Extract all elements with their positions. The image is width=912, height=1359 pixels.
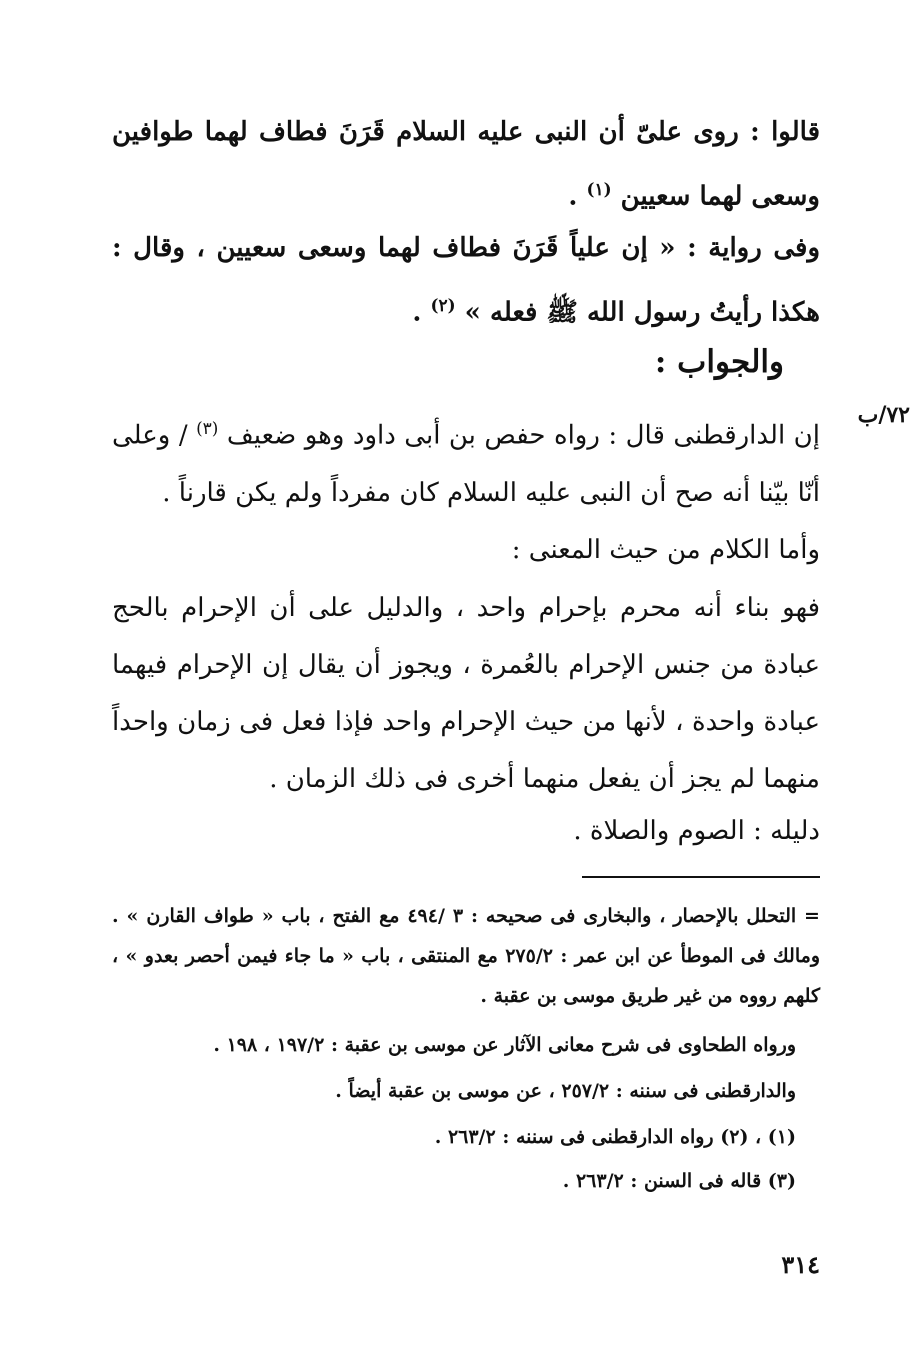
paragraph-end: . [568, 181, 578, 212]
paragraph-answer [112, 400, 820, 522]
footnote-continuation: = التحلل بالإحصار ، والبخارى فى صحيحه : ٣ /٤٩٤ مع الفتح ، باب « طواف القارن » . ومالك فى الموطأ عن ابن عمر : ٢٧٥/٢ مع المنتقى ، باب « ما جاء فيمن أحصر بعدو » ، كلهم رووه من غير طريق موسى بن عقبة . [112, 905, 820, 1007]
footnote-line: ورواه الطحاوى فى شرح معانى الآثار عن موسى بن عقبة : ١٩٧/٢ ، ١٩٨ . [213, 1034, 796, 1056]
footnote-line: (١) ، (٢) رواه الدارقطنى فى سننه : ٢٦٣/٢ . [434, 1126, 796, 1148]
paragraph-explanation: فهو بناء أنه محرم بإحرام واحد ، والدليل على أن الإحرام بالحج عبادة من جنس الإحرام بالعُمرة ، ويجوز أن يقال إن الإحرام فيهما عبادة واحدة ، لأنها من حيث الإحرام واحد فإذا فعل فى زمان واحداً منهما لم يجز أن يفعل منهما أخرى فى ذلك الزمان . [112, 593, 820, 794]
footnote-ref-1: (١) [586, 179, 612, 199]
section-heading: والجواب : [654, 344, 784, 380]
paragraph-evidence: دليله : الصوم والصلاة . [573, 816, 820, 846]
paragraph-text: وفى رواية : « إن علياً قَرَنَ فطاف لهما وسعى سعيين ، وقال : هكذا رأيتُ رسول الله ﷺ فعله » [112, 233, 820, 328]
footnote-line: (٣) قاله فى السنن : ٢٦٣/٢ . [562, 1170, 796, 1192]
paragraph-end: . [412, 297, 422, 328]
paragraph-text: قالوا : روى علىّ أن النبى عليه السلام قَرَنَ فطاف لهما طوافين وسعى لهما سعيين [112, 117, 820, 212]
paragraph-text: إن الدارقطنى قال : رواه حفص بن أبى داود وهو ضعيف [226, 420, 820, 451]
paragraph-meaning: وأما الكلام من حيث المعنى : [511, 535, 820, 565]
page-number: ٣١٤ [781, 1250, 820, 1279]
paragraph-riwaya [112, 220, 820, 342]
paragraph-narration [112, 104, 820, 226]
margin-folio-note: ٧٢/ب [857, 402, 910, 428]
footnote-ref-2: (٢) [430, 295, 456, 315]
footnote-separator [582, 876, 820, 878]
footnote-line: والدارقطنى فى سننه : ٢٥٧/٢ ، عن موسى بن عقبة أيضاً . [335, 1080, 796, 1102]
footnote-ref-3: (٣) [196, 418, 219, 438]
paragraph-text-cont: / وعلى أنّا بيّنا أنه صح أن النبى عليه السلام كان مفرداً ولم يكن قارناً . [112, 420, 820, 508]
